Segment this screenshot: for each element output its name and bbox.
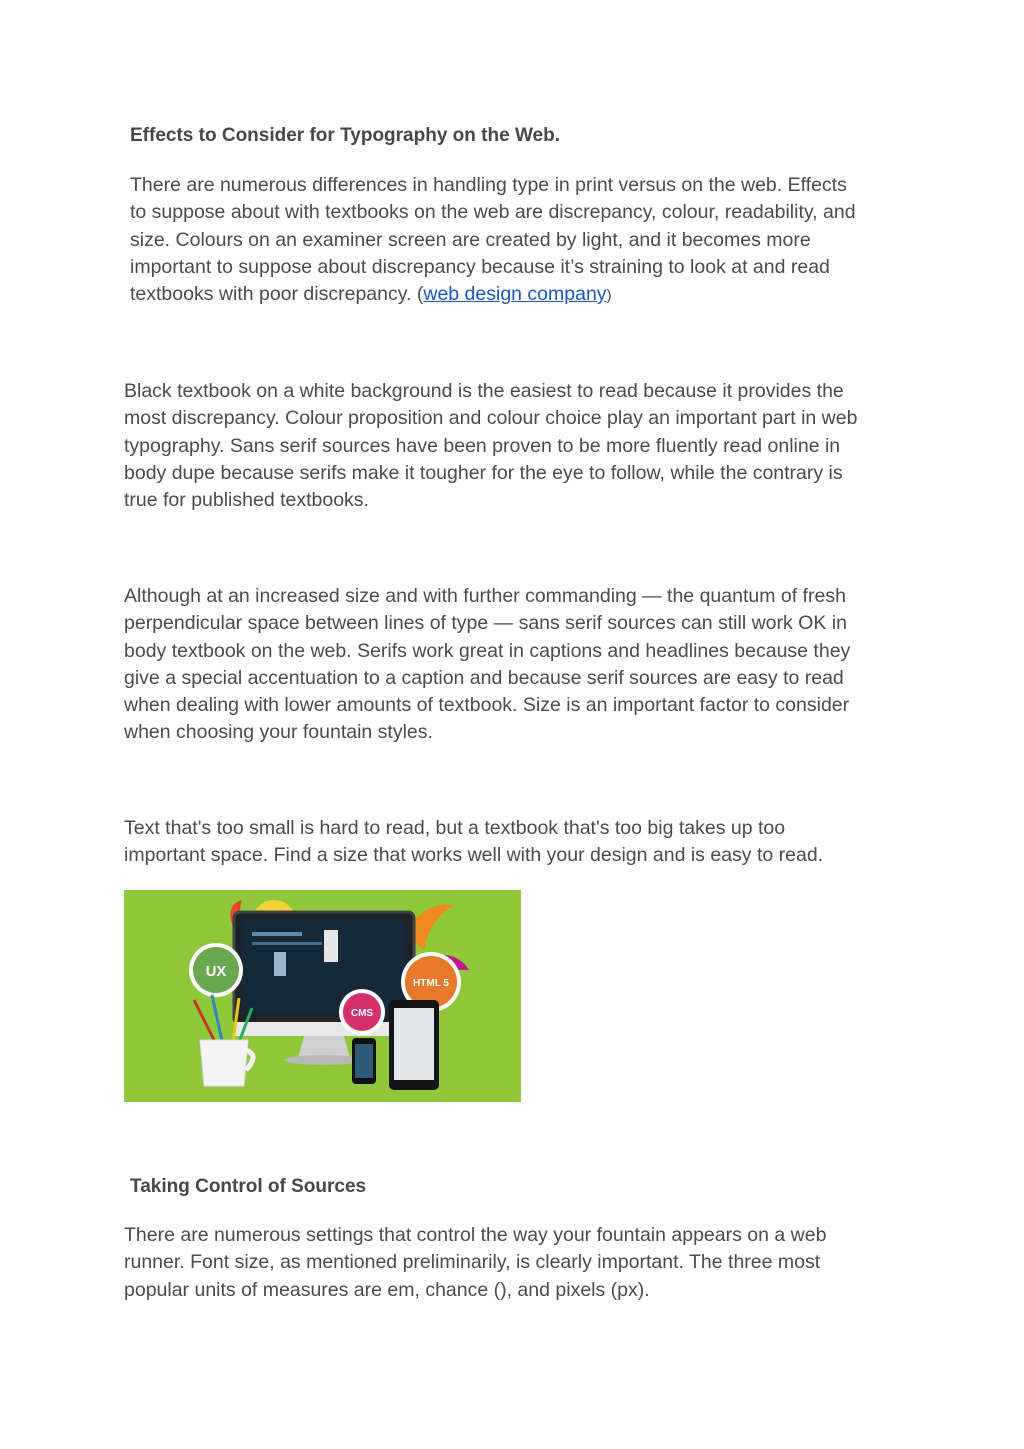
- text-line: popular units of measures are em, chance (), and pixels (px).: [124, 1278, 650, 1301]
- text-line: body textbook on the web. Serifs work great in captions and headlines because they: [124, 639, 851, 662]
- heading-effects: Effects to Consider for Typography on the Web.: [130, 125, 560, 146]
- text-line: typography. Sans serif sources have been proven to be more fluently read online in: [124, 434, 841, 457]
- text-line: runner. Font size, as mentioned preliminarily, is clearly important. The three most: [124, 1251, 821, 1274]
- text-fragment: textbooks with poor discrepancy. (: [130, 283, 424, 306]
- text-line: body dupe because serifs make it tougher for the eye to follow, while the contrary is: [124, 461, 843, 484]
- heading-taking-control: Taking Control of Sources: [130, 1176, 367, 1197]
- text-line: size. Colours on an examiner screen are created by light, and it becomes more: [130, 228, 811, 251]
- text-line: important space. Find a size that works well with your design and is easy to read.: [124, 844, 824, 867]
- text-line: when choosing your fountain styles.: [124, 721, 433, 744]
- text-line: Although at an increased size and with further commanding — the quantum of fresh: [124, 585, 846, 607]
- text-line: There are numerous differences in handling type in print versus on the web. Effects: [130, 174, 847, 196]
- text-fragment: ): [606, 287, 612, 305]
- text-line: perpendicular space between lines of type — sans serif sources can still work OK in: [124, 612, 847, 635]
- web-design-company-link[interactable]: web design company: [423, 283, 607, 306]
- paragraph-1: [130, 172, 856, 309]
- ux-badge-label: UX: [205, 963, 227, 980]
- text-line: most discrepancy. Colour proposition and colour choice play an important part in web: [124, 407, 858, 430]
- paragraph-4: [124, 815, 823, 870]
- paragraph-5: [124, 1222, 826, 1304]
- text-line: to suppose about with textbooks on the web are discrepancy, colour, readability, and: [130, 201, 856, 224]
- text-line: important to suppose about discrepancy because it’s straining to look at and read: [130, 255, 830, 278]
- text-line: true for published textbooks.: [124, 489, 369, 512]
- text-line: There are numerous settings that control the way your fountain appears on a web: [124, 1224, 827, 1246]
- text-line: Black textbook on a white background is the easiest to read because it provides the: [124, 380, 844, 402]
- monitor-stand: [298, 1036, 350, 1058]
- cup-icon: [200, 1040, 248, 1086]
- html5-badge-label: HTML 5: [413, 978, 449, 989]
- text-line-last: [130, 281, 856, 309]
- text-line: when dealing with lower amounts of textbook. Size is an important factor to consider: [124, 694, 850, 717]
- illustration-graphic: [124, 890, 521, 1102]
- web-design-illustration: [124, 890, 521, 1102]
- text-line: give a special accentuation to a caption and because serif sources are easy to read: [124, 666, 844, 689]
- paragraph-3: [124, 583, 850, 747]
- paragraph-2: [124, 378, 857, 514]
- cms-badge-label: CMS: [350, 1008, 374, 1019]
- text-line: Text that's too small is hard to read, but a textbook that's too big takes up too: [124, 817, 786, 839]
